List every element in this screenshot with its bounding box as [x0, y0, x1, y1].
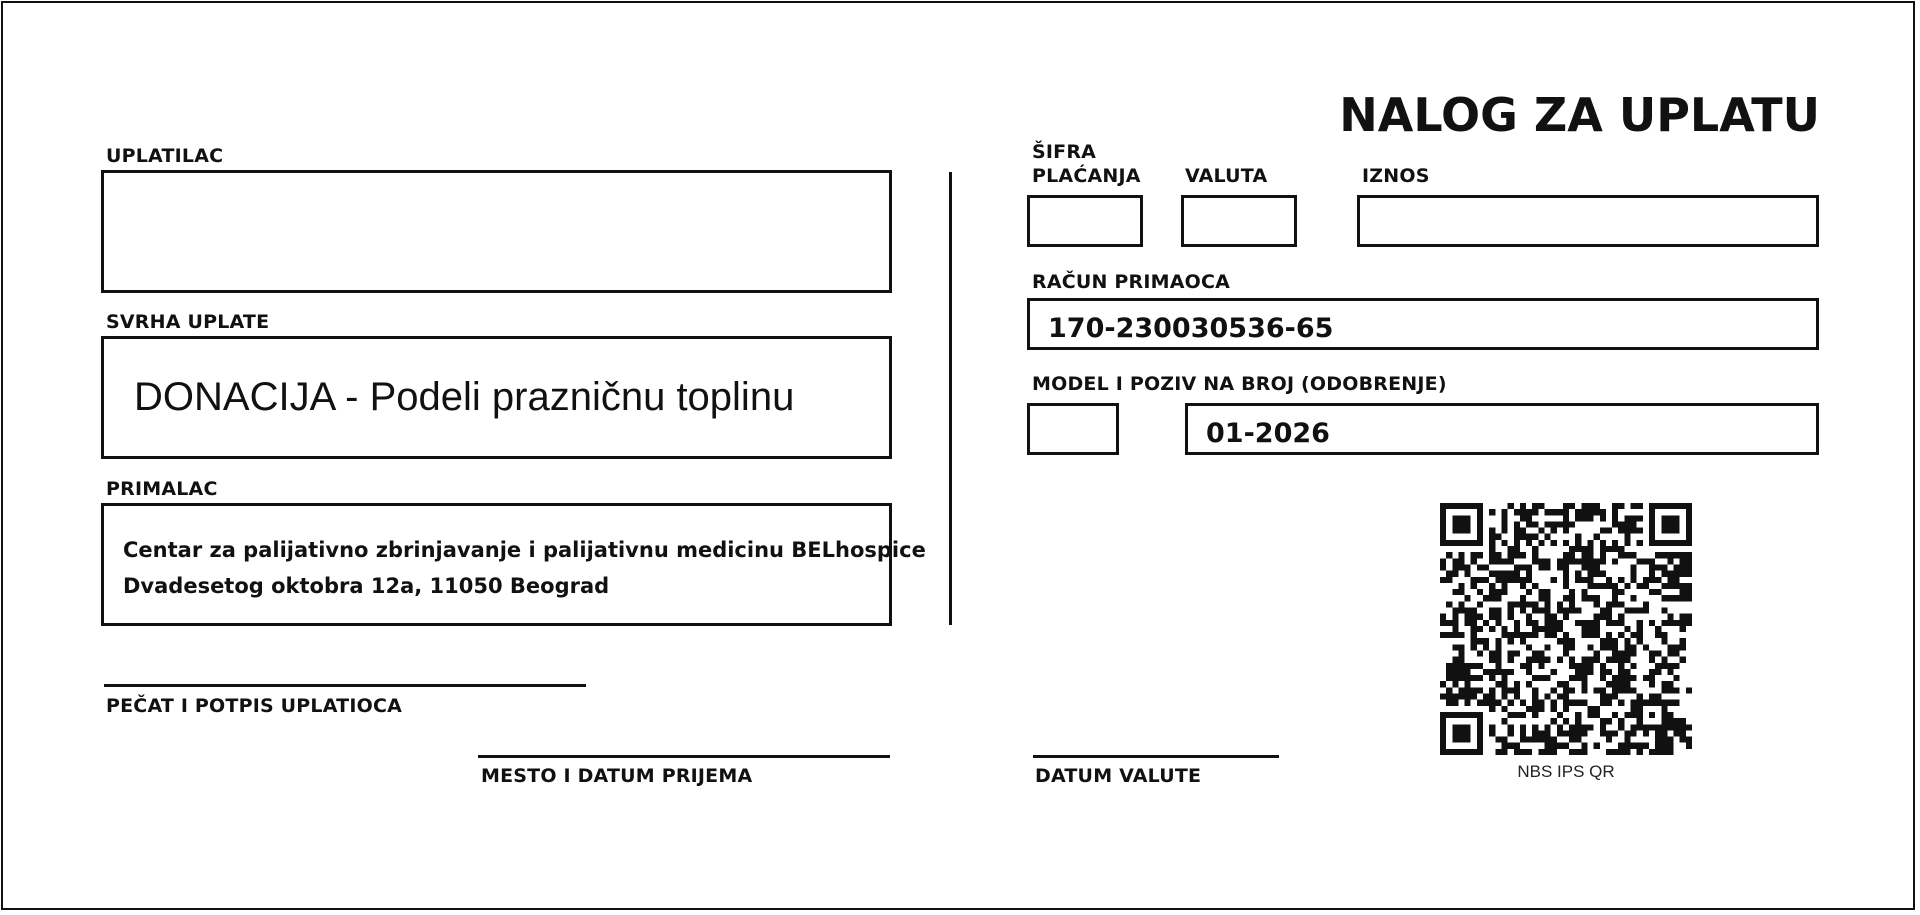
recipient-account-value: 170-230030536-65: [1048, 313, 1334, 344]
place-date-label: MESTO I DATUM PRIJEMA: [481, 765, 753, 787]
reference-number-field[interactable]: [1185, 403, 1819, 455]
recipient-value: [123, 532, 926, 604]
purpose-field[interactable]: [101, 336, 892, 459]
place-date-line: [478, 755, 890, 758]
recipient-account-label: RAČUN PRIMAOCA: [1032, 271, 1231, 293]
purpose-value: DONACIJA - Podeli prazničnu toplinu: [134, 375, 795, 419]
purpose-label: SVRHA UPLATE: [106, 311, 270, 333]
amount-field[interactable]: [1357, 195, 1819, 247]
form-title: NALOG ZA UPLATU: [1339, 88, 1820, 142]
value-date-line: [1033, 755, 1279, 758]
recipient-line-2: Dvadesetog oktobra 12a, 11050 Beograd: [123, 574, 610, 598]
payer-field[interactable]: [101, 170, 892, 293]
signature-label: PEČAT I POTPIS UPLATIOCA: [106, 695, 402, 717]
signature-line: [104, 684, 586, 687]
model-field[interactable]: [1027, 403, 1119, 455]
model-reference-label: MODEL I POZIV NA BROJ (ODOBRENJE): [1032, 373, 1447, 395]
payment-code-label-1: ŠIFRA: [1032, 141, 1097, 163]
value-date-label: DATUM VALUTE: [1035, 765, 1202, 787]
nbs-ips-qr-code: [1440, 503, 1692, 755]
payer-label: UPLATILAC: [106, 145, 224, 167]
recipient-label: PRIMALAC: [106, 478, 218, 500]
column-divider: [949, 172, 952, 625]
currency-field[interactable]: [1181, 195, 1297, 247]
payment-code-field[interactable]: [1027, 195, 1143, 247]
amount-label: IZNOS: [1362, 165, 1430, 187]
currency-label: VALUTA: [1185, 165, 1268, 187]
payment-code-label-2: PLAĆANJA: [1032, 165, 1141, 187]
reference-number-value: 01-2026: [1206, 418, 1330, 449]
recipient-account-field[interactable]: [1027, 298, 1819, 350]
recipient-line-1: Centar za palijativno zbrinjavanje i palijativnu medicinu BELhospice: [123, 538, 926, 562]
qr-caption: NBS IPS QR: [1517, 762, 1615, 781]
recipient-field[interactable]: [101, 503, 926, 626]
